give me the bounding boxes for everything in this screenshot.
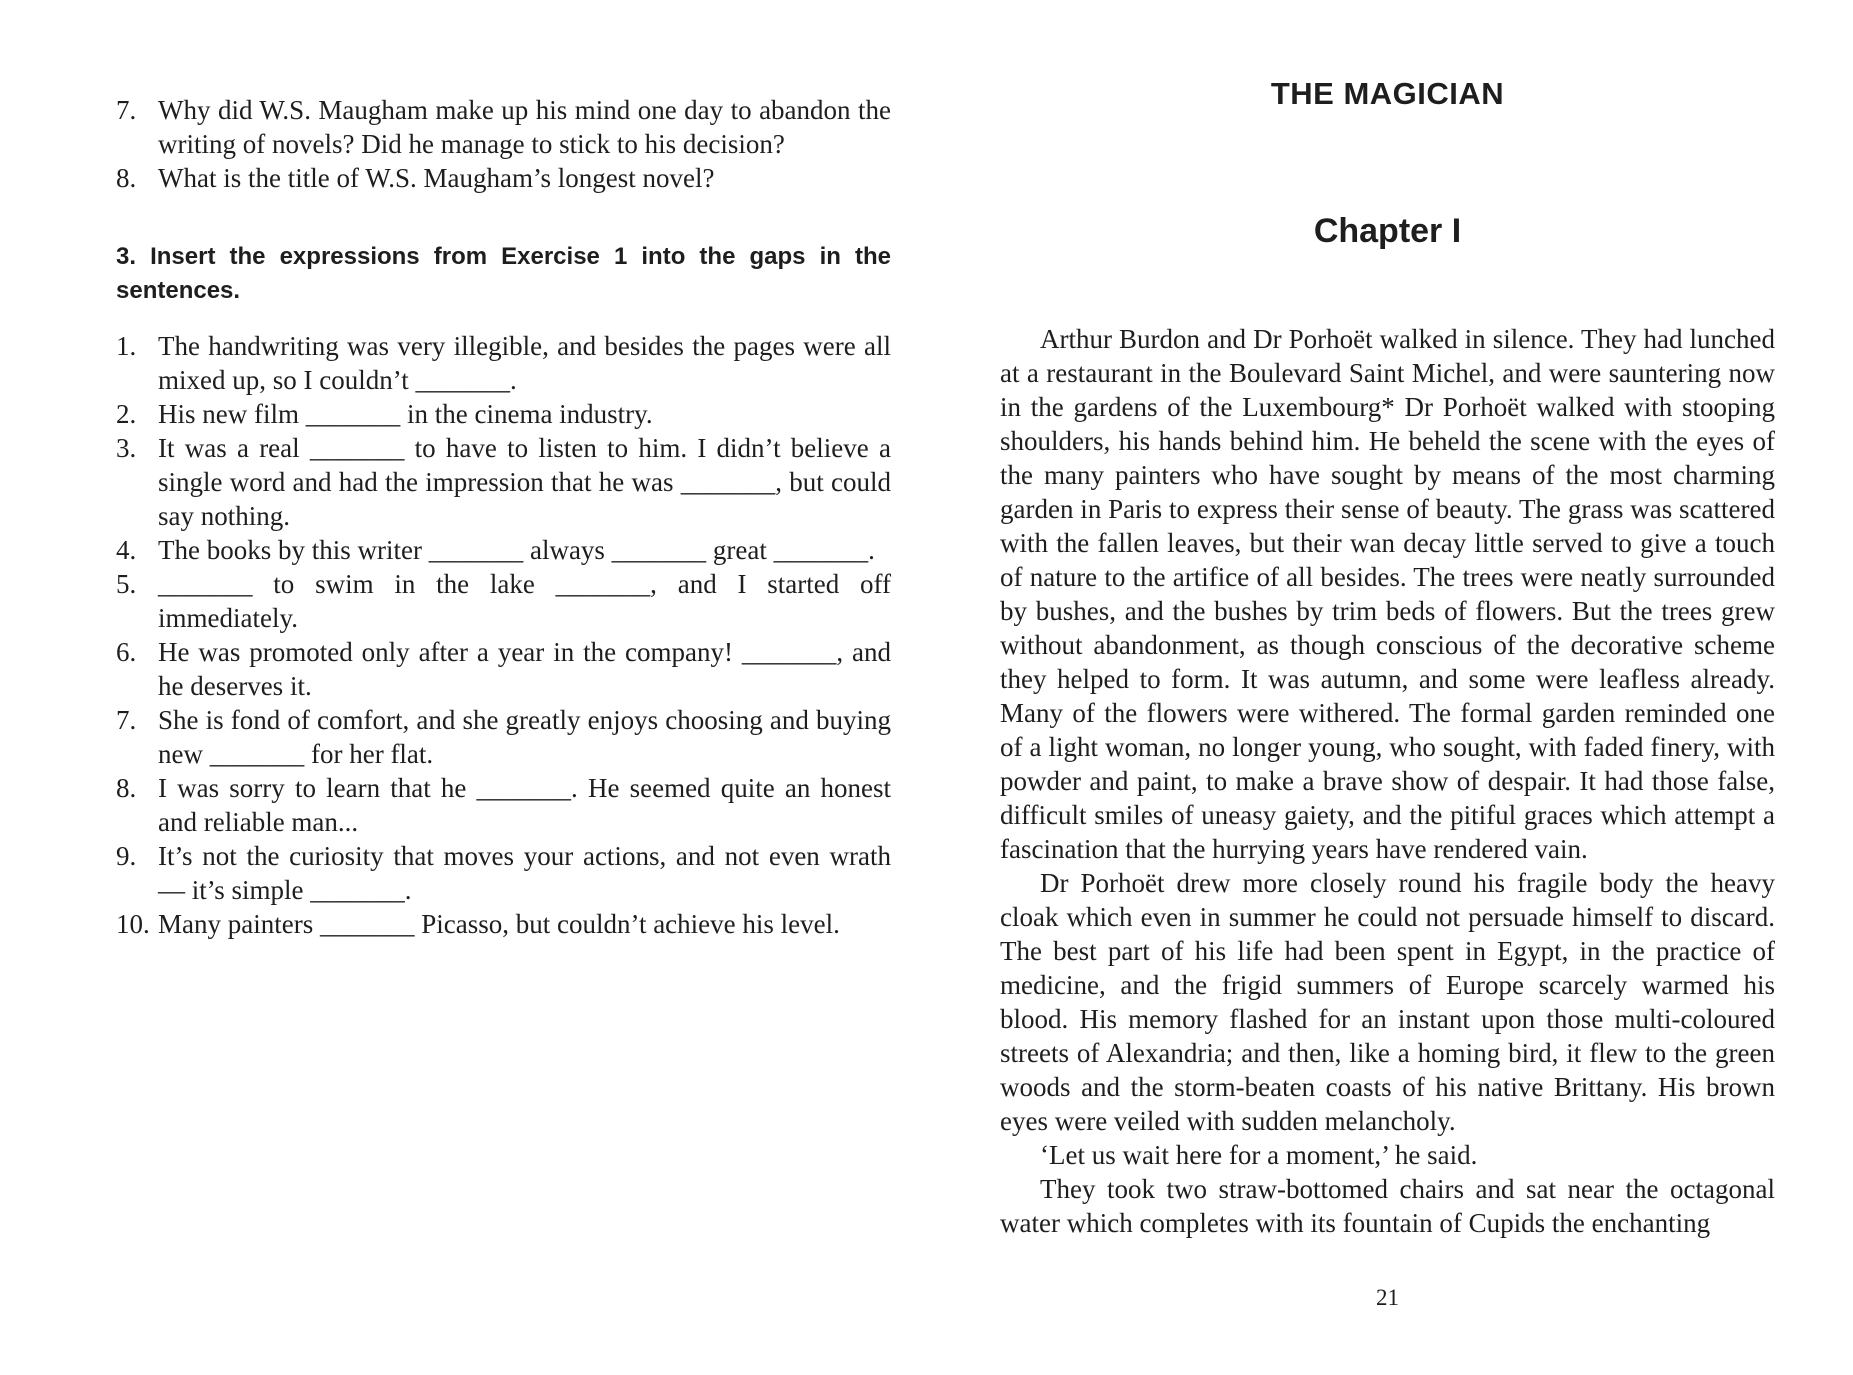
item-text: He was promoted only after a year in the company! _______, and he deserves it. bbox=[158, 637, 891, 701]
list-item bbox=[116, 397, 891, 431]
item-number: 10. bbox=[116, 909, 150, 939]
item-number: 7. bbox=[116, 705, 137, 735]
list-item bbox=[116, 161, 891, 195]
item-number: 5. bbox=[116, 569, 137, 599]
item-text: It’s not the curiosity that moves your actions, and not even wrath — it’s simple _______. bbox=[158, 841, 891, 905]
item-number: 2. bbox=[116, 399, 137, 429]
item-text: What is the title of W.S. Maugham’s longest novel? bbox=[158, 163, 715, 193]
list-item bbox=[116, 431, 891, 533]
item-text: It was a real _______ to have to listen to him. I didn’t believe a single word and had the impression that he was _______, but could say nothing. bbox=[158, 433, 891, 531]
item-text: Why did W.S. Maugham make up his mind one day to abandon the writing of novels? Did he manage to stick to his decision? bbox=[158, 95, 891, 159]
list-item bbox=[116, 533, 891, 567]
item-text: I was sorry to learn that he _______. He seemed quite an honest and reliable man... bbox=[158, 773, 891, 837]
list-item bbox=[116, 907, 891, 941]
item-number: 9. bbox=[116, 841, 137, 871]
list-item bbox=[116, 839, 891, 907]
paragraph: They took two straw-bottomed chairs and sat near the octagonal water which completes with its fountain of Cupids the enchanting bbox=[1000, 1174, 1775, 1238]
item-number: 7. bbox=[116, 95, 137, 125]
list-item bbox=[116, 329, 891, 397]
item-number: 8. bbox=[116, 773, 137, 803]
item-text: His new film _______ in the cinema industry. bbox=[158, 399, 653, 429]
item-number: 3. bbox=[116, 433, 137, 463]
item-text: The handwriting was very illegible, and besides the pages were all mixed up, so I couldn’t _______. bbox=[158, 331, 891, 395]
list-item bbox=[116, 93, 891, 161]
exercise-heading: 3. Insert the expressions from Exercise 1 into the gaps in the sentences. bbox=[116, 243, 891, 304]
page-number: 21 bbox=[1376, 1285, 1399, 1310]
paragraph: Arthur Burdon and Dr Porhoët walked in silence. They had lunched at a restaurant in the Boulevard Saint Michel, and were sauntering now in the gardens of the Luxembourg* Dr Porhoët walked with stooping shoulders, his hands behind him. He beheld the scene with the eyes of the many painters who have sought by means of the most charming garden in Paris to express their sense of beauty. The grass was scattered with the fallen leaves, but their wan decay little served to give a touch of nature to the artifice of all besides. The trees were neatly surrounded by bushes, and the bushes by trim beds of flowers. But the trees grew without abandonment, as though conscious of the decorative scheme they helped to form. It was autumn, and some were leafless already. Many of the flowers were withered. The formal garden reminded one of a light woman, no longer young, who sought, with faded finery, with powder and paint, to make a brave show of despair. It had those false, difficult smiles of uneasy gaiety, and the pitiful graces which attempt a fascination that the hurrying years have rendered vain. bbox=[1000, 324, 1775, 864]
item-text: She is fond of comfort, and she greatly enjoys choosing and buying new _______ for her flat. bbox=[158, 705, 891, 769]
list-item bbox=[116, 703, 891, 771]
item-text: Many painters _______ Picasso, but couldn’t achieve his level. bbox=[158, 909, 840, 939]
question-list bbox=[116, 93, 891, 195]
paragraph: Dr Porhoët drew more closely round his fragile body the heavy cloak which even in summer he could not persuade himself to discard. The best part of his life had been spent in Egypt, in the practice of medicine, and the frigid summers of Europe scarcely warmed his blood. His memory flashed for an instant upon those multi-coloured streets of Alexandria; and then, like a homing bird, it flew to the green woods and the storm-beaten coasts of his native Brittany. His brown eyes were veiled with sudden melancholy. bbox=[1000, 868, 1775, 1136]
item-number: 1. bbox=[116, 331, 137, 361]
item-number: 6. bbox=[116, 637, 137, 667]
paragraph: ‘Let us wait here for a moment,’ he said. bbox=[1040, 1140, 1478, 1170]
item-number: 4. bbox=[116, 535, 137, 565]
book-title: THE MAGICIAN bbox=[1270, 76, 1505, 111]
list-item bbox=[116, 567, 891, 635]
chapter-text bbox=[1000, 322, 1775, 1240]
chapter-title: Chapter I bbox=[1313, 212, 1462, 250]
item-text: The books by this writer _______ always _______ great _______. bbox=[158, 535, 875, 565]
item-number: 8. bbox=[116, 163, 137, 193]
item-text: _______ to swim in the lake _______, and I started off immediately. bbox=[158, 569, 891, 633]
list-item bbox=[116, 771, 891, 839]
list-item bbox=[116, 635, 891, 703]
exercise-list bbox=[116, 329, 891, 941]
